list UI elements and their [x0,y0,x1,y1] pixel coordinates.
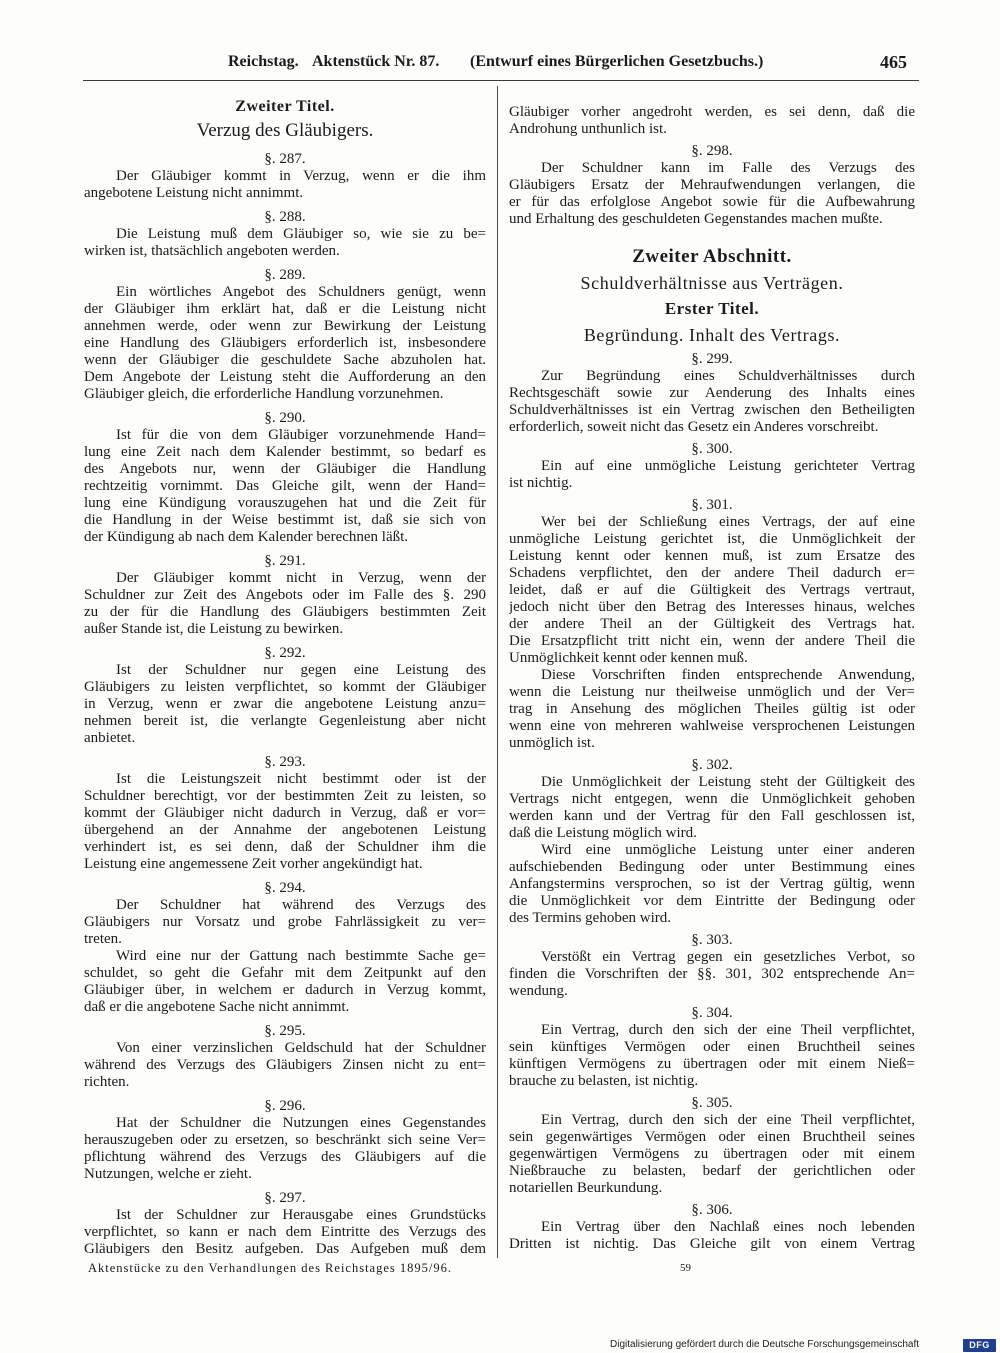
text-line: Gläubiger gleich, die erforderliche Handlung vorzunehmen. [84,386,444,402]
text-line: erforderlich, soweit nicht das Gesetz ein Anderes vorschreibt. [509,419,879,435]
section-number: §. 295. [264,1023,306,1039]
text-line: die Handlung in der Weise bestimmt ist, daß sie sich von [84,512,486,528]
section-number: §. 293. [264,754,306,770]
section [509,931,915,1000]
section [84,1022,486,1091]
text-line: künftigen Vermögens zu übertragen oder mit einem Nieß= [509,1056,915,1072]
text-line: schuldet, so geht die Gefahr mit dem Zeitpunkt auf den [84,965,486,981]
text-line: Gläubigers den Besitz aufgeben. Das Aufgeben muß dem [84,1241,486,1257]
text-line: Wer bei der Schließung eines Vertrags, der auf eine [541,514,915,530]
dfg-logo [963,1339,996,1352]
text-line: Dritten ist nichtig. Das Gleiche gilt von einem Vertrag [509,1236,915,1252]
text-line: treten. [84,931,122,947]
text-line: leidet, daß er auf die Gültigkeit des Vertrags vertraut, [509,582,915,598]
text-line: Ein auf eine unmögliche Leistung gerichteter Vertrag [541,458,915,474]
text-line: zu der für die Handlung des Gläubigers bestimmten Zeit [84,604,486,620]
text-line: daß die Leistung möglich wird. [509,825,697,841]
section [509,1004,915,1090]
text-line: Ist für die von dem Gläubiger vorzunehmende Hand= [116,427,486,443]
text-line: herauszugeben oder zu ersetzen, so beschränkt sich seine Ver= [84,1132,486,1148]
section [509,142,915,228]
paragraph [84,948,486,1016]
text-line: Ein Vertrag, durch den sich der eine Theil verpflichtet, [541,1022,915,1038]
text-line: während des Verzugs des Gläubigers Zinsen nicht zu ent= [84,1057,486,1073]
text-line: wirken ist, thatsächlich angeboten werden. [84,243,340,259]
text-line: Zur Begründung eines Schuldverhältnisses durch [541,368,915,384]
text-line: Von einer verzinslichen Geldschuld hat der Schuldner [116,1040,486,1056]
section-number: §. 294. [264,880,306,896]
part-title: Schuldverhältnisse aus Verträgen. [580,273,844,293]
text-line: Gläubiger über, in welchem er dadurch in Verzug kommt, [84,982,486,998]
sheet-number: 59 [680,1262,691,1274]
section-number: §. 301. [691,497,733,513]
text-line: kommt der Gläubiger nicht dadurch in Verzug, daß er vor= [84,805,486,821]
section [509,756,915,927]
text-line: Ist der Schuldner nur gegen eine Leistung des [116,662,486,678]
section-body [509,368,915,436]
text-line: werden kann und der Vertrag für den Fall geschlossen ist, [509,808,915,824]
text-line: unmöglich ist. [509,735,595,751]
paragraph [84,1040,486,1091]
paragraph [509,1022,915,1090]
header-title: (Entwurf eines Bürgerlichen Gesetzbuchs.) [470,53,764,70]
dfg-logo-text: DFG [969,1340,990,1350]
section-body [509,458,915,492]
section-number: §. 303. [691,932,733,948]
text-line: Die Unmöglichkeit der Leistung steht der Gültigkeit des [541,774,915,790]
section [84,208,486,260]
text-line: wendung. [509,983,568,999]
section-body [509,1219,915,1253]
section [509,1201,915,1253]
section-body [509,514,915,752]
text-line: gegenwärtigen Vermögens zu übertragen oder mit einem [509,1146,915,1162]
paragraph [84,570,486,638]
text-line: der andere Theil an der Gültigkeit des Vertrags hat. [509,616,915,632]
text-line: Rechtsgeschäft sowie zur Aenderung des Inhalts eines [509,385,915,401]
section-body [84,1040,486,1091]
section-number: §. 290. [264,410,306,426]
text-line: Leistung kennt oder kennen muß, ist zum Ersatze des [509,548,915,564]
text-line: in Verzug, wenn er zwar die angebotene Leistung anzu= [84,696,486,712]
paragraph [509,667,915,752]
text-line: Die Leistung muß dem Gläubiger so, wie sie zu be= [116,226,486,242]
header-reichstag: Reichstag. [228,53,299,70]
section-body [84,1207,486,1258]
paragraph [84,427,486,546]
text-line: Der Gläubiger kommt nicht in Verzug, wenn der [116,570,486,586]
text-line: Hat der Schuldner die Nutzungen eines Gegenstandes [116,1115,486,1131]
paragraph [84,284,486,403]
text-line: des Termins gehoben wird. [509,910,671,926]
section-body [84,1115,486,1183]
text-line: Leistung eine angemessene Zeit vorher angekündigt hat. [84,856,423,872]
text-line: Die Ersatzpflicht tritt nicht ein, wenn der andere Theil die [509,633,915,649]
text-line: außer Stande ist, die Leistung zu bewirken. [84,621,344,637]
column-divider [497,86,498,1258]
text-line: jedoch nicht über den Betrag des Interesses hinaus, welches [509,599,915,615]
text-line: Ist die Leistungszeit nicht bestimmt oder ist der [116,771,486,787]
section [509,496,915,752]
section [84,644,486,747]
paragraph [509,104,915,138]
section [509,440,915,492]
text-line: Schadens verpflichtet, den der andere Theil dadurch er= [509,565,915,581]
text-line: richten. [84,1074,130,1090]
text-line: sein gegenwärtiges Vermögen oder einen Bruchtheil seines [509,1129,915,1145]
text-line: rechtzeitig vornimmt. Das Gleiche gilt, wenn der Hand= [84,478,486,494]
text-line: eine Handlung des Gläubigers erforderlich ist, insbesondere [84,335,486,351]
section-number: §. 306. [691,1202,733,1218]
section [84,552,486,638]
title-subtitle: Verzug des Gläubigers. [196,120,374,141]
section [84,266,486,403]
right-column [509,104,915,1253]
header-document-number: Aktenstück Nr. 87. [312,53,440,70]
text-line: Ein Vertrag über den Nachlaß eines noch lebenden [541,1219,915,1235]
text-line: Der Gläubiger kommt in Verzug, wenn er die ihm [116,168,486,184]
text-line: Nutzungen, welche er zieht. [84,1166,252,1182]
text-line: annehmen werde, oder wenn zur Bewirkung der Leistung [84,318,486,334]
section-number: §. 305. [691,1095,733,1111]
text-line: ist nichtig. [509,475,573,491]
section-number: §. 292. [264,645,306,661]
section-list [509,350,915,1253]
text-line: Anfangstermins versprochen, so ist der Vertrag gültig, wenn [509,876,915,892]
section-body [509,774,915,927]
paragraph [84,897,486,948]
paragraph [509,368,915,436]
text-line: finden die Vorschriften der §§. 301, 302 entsprechende An= [509,966,915,982]
text-line: und Erhaltung des geschuldeten Gegenstandes machen mußte. [509,211,883,227]
title-subtitle: Begründung. Inhalt des Vertrags. [583,325,841,345]
section-body [509,160,915,228]
text-line: Wird eine unmögliche Leistung unter einer anderen [541,842,915,858]
text-line: sein künftiges Vermögen oder einen Bruchtheil seines [509,1039,915,1055]
section-number: §. 302. [691,757,733,773]
text-line: der Kündigung ab nach dem Kalender berechnen läßt. [84,529,409,545]
paragraph [84,1115,486,1183]
title-heading: Zweiter Titel. [235,98,335,115]
text-line: notariellen Beurkundung. [509,1180,663,1196]
paragraph [509,160,915,228]
section [84,1189,486,1258]
paragraph [509,458,915,492]
section-body [84,168,486,202]
text-line: Vertrags nicht entgegen, wenn die Unmöglichkeit gehoben [509,791,915,807]
section-body [84,897,486,1016]
text-line: Androhung unthunlich ist. [509,121,667,137]
text-line: Ein wörtliches Angebot des Schuldners genügt, wenn [116,284,486,300]
section-list [509,142,915,228]
paragraph [509,774,915,842]
text-line: Wird eine nur der Gattung nach bestimmte Sache ge= [116,948,486,964]
text-line: daß er die angebotene Sache nicht annimmt. [84,999,350,1015]
text-line: Ein Vertrag, durch den sich der eine Theil verpflichtet, [541,1112,915,1128]
page-number: 465 [880,52,907,72]
text-line: wenn der Gläubiger die geschuldete Sache abzuholen hat. [84,352,486,368]
section-number: §. 288. [264,209,306,225]
section-number: §. 287. [264,151,306,167]
section [84,150,486,202]
section-body [84,771,486,873]
text-line: verpflichtet, so kann er nach dem Eintritte des Verzugs des [84,1224,486,1240]
text-line: lung eine Zeit nach dem Kalender bestimmt, so bedarf es [84,444,486,460]
paragraph [84,226,486,260]
section-number: §. 304. [691,1005,733,1021]
paragraph [84,168,486,202]
section-number: §. 298. [691,143,733,159]
section-body [509,1022,915,1090]
text-line: Gläubigers Ersatz der Mehraufwendungen verlangen, die [509,177,915,193]
section [84,879,486,1016]
section-number: §. 299. [691,351,733,367]
continued-text [509,104,915,138]
section-number: §. 296. [264,1098,306,1114]
text-line: Nießbrauche zu belasten, bedarf der gerichtlichen oder [509,1163,915,1179]
section-body [84,570,486,638]
section-number: §. 300. [691,441,733,457]
section [84,1097,486,1183]
paragraph [509,514,915,667]
text-line: wenn die Leistung nur theilweise unmöglich und der Ver= [509,684,915,700]
text-line: Gläubigers nur Vorsatz und grobe Fahrlässigkeit zu ver= [84,914,486,930]
left-column [84,96,486,1258]
section [84,753,486,873]
section-number: §. 297. [264,1190,306,1206]
text-line: Schuldner zur Zeit des Angebots oder im Falle des §. 290 [84,587,486,603]
section [84,409,486,546]
text-line: übergehend an der Annahme der angebotenen Leistung [84,822,486,838]
text-line: Diese Vorschriften finden entsprechende Anwendung, [541,667,915,683]
text-line: Der Schuldner hat während des Verzugs des [116,897,486,913]
text-line: die Unmöglichkeit vor dem Eintritte der Bedingung oder [509,893,915,909]
text-line: unmögliche Leistung gerichtet ist, die Unmöglichkeit der [509,531,915,547]
footer-series-note: Aktenstücke zu den Verhandlungen des Reichstages 1895/96. [88,1261,452,1275]
text-line: Schuldner berechtigt, vor der bestimmten Zeit zu leisten, so [84,788,486,804]
paragraph [84,662,486,747]
text-line: Schuldverhältnisses ist ein Vertrag zwischen den Betheiligten [509,402,915,418]
text-line: Ist der Schuldner zur Herausgabe eines Grundstücks [116,1207,486,1223]
title-heading: Erster Titel. [664,299,760,318]
text-line: Der Schuldner kann im Falle des Verzugs des [541,160,915,176]
text-line: aufschiebenden Bedingung oder unter Bestimmung eines [509,859,915,875]
section [509,1094,915,1197]
section-body [509,949,915,1000]
section-body [84,284,486,403]
text-line: brauche zu belasten, ist nichtig. [509,1073,699,1089]
paragraph [509,949,915,1000]
funding-note: Digitalisierung gefördert durch die Deutsche Forschungsgemeinschaft [610,1339,920,1350]
paragraph [84,771,486,873]
text-line: der Gläubiger ihm erklärt hat, daß er die Leistung nicht [84,301,486,317]
section-body [84,226,486,260]
text-line: pflichtung während des Verzugs des Gläubigers auf die [84,1149,486,1165]
text-line: Unmöglichkeit kennt oder kennen muß. [509,650,748,666]
paragraph [84,1207,486,1258]
text-line: angebotene Leistung nicht annimmt. [84,185,304,201]
text-line: er für das erfolglose Angebot sowie für die Aufbewahrung [509,194,915,210]
paragraph [509,1112,915,1197]
text-line: des Angebots nur, wenn der Gläubiger die Handlung [84,461,486,477]
section-body [84,662,486,747]
section-body [84,427,486,546]
section-number: §. 291. [264,553,306,569]
text-line: anbietet. [84,730,136,746]
text-line: Gläubigers zu leisten verpflichtet, so kommt der Gläubiger [84,679,486,695]
text-line: Verstößt ein Vertrag gegen ein gesetzliches Verbot, so [541,949,915,965]
running-header [0,50,1000,74]
text-line: lung eine Kündigung vorauszugehen hat und die Zeit für [84,495,486,511]
paragraph [509,1219,915,1253]
section-list [84,150,486,1258]
text-line: wenn eine von mehreren wahlweise versprochenen Leistungen [509,718,915,734]
paragraph [509,842,915,927]
text-line: Dem Angebote der Leistung steht die Aufforderung an den [84,369,486,385]
text-line: Gläubiger vorher angedroht werden, es sei denn, daß die [509,104,915,120]
section-number: §. 289. [264,267,306,283]
section-body [509,1112,915,1197]
header-rule [83,80,919,81]
text-line: verhindert ist, es sei denn, daß der Schuldner ihm die [84,839,486,855]
text-line: nehmen bereit ist, die verlangte Gegenleistung aber nicht [84,713,486,729]
text-line: trag in Ansehung des möglichen Theiles gültig ist oder [509,701,915,717]
section [509,350,915,436]
part-heading: Zweiter Abschnitt. [632,246,792,267]
